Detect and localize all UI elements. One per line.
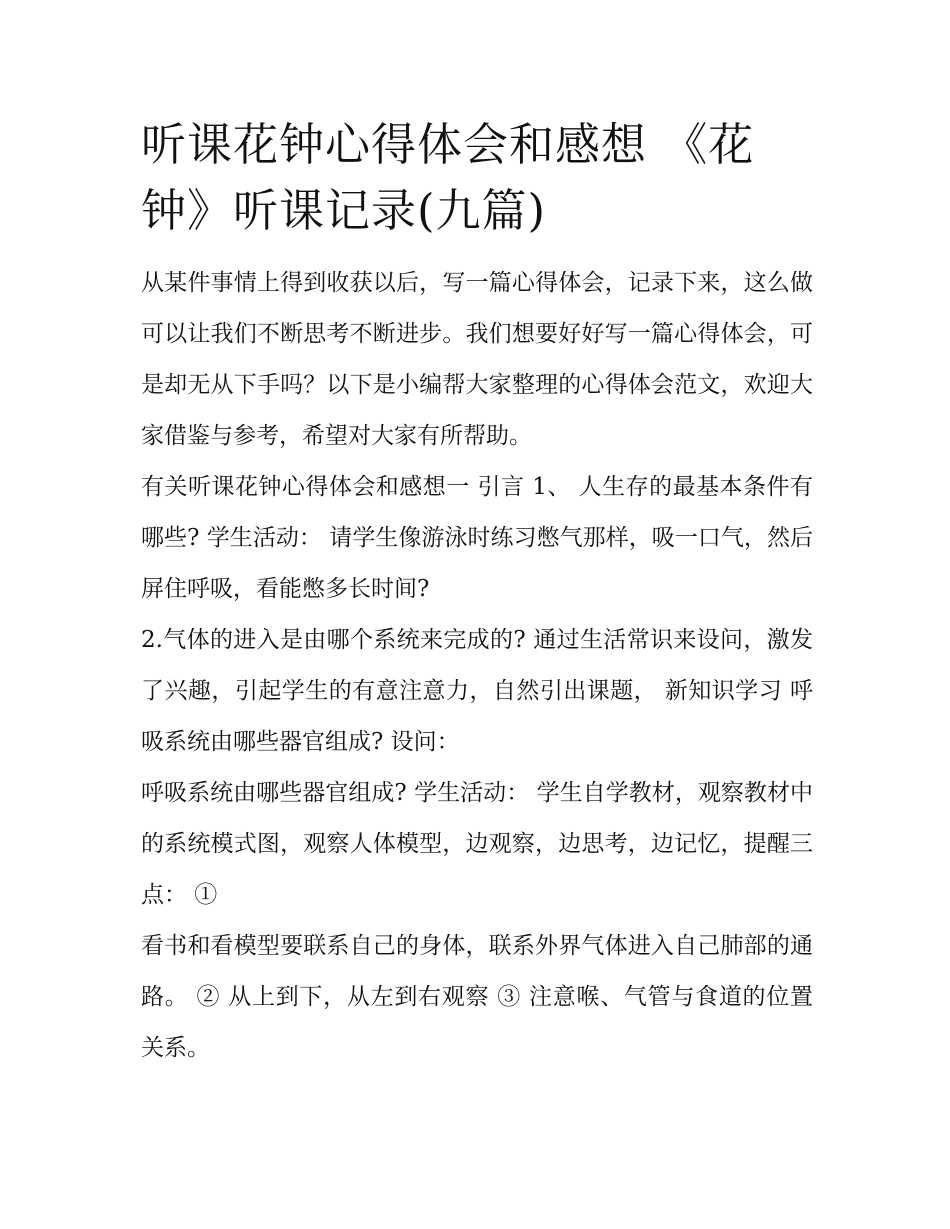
paragraph-2: 2.气体的进入是由哪个系统来完成的? 通过生活常识来设问，激发了兴趣，引起学生的有意注意力，自然引出课题， 新知识学习 呼吸系统由哪些器官组成? 设问： — [141, 627, 813, 755]
paragraph-intro: 从某件事情上得到收获以后，写一篇心得体会，记录下来，这么做可以让我们不断思考不断进步。我们想要好好写一篇心得体会，可是却无从下手吗？以下是小编帮大家整理的心得体会范文，欢迎大家借鉴与参考，希望对大家有所帮助。 — [141, 270, 813, 449]
document-page — [141, 112, 813, 1074]
paragraph-3: 呼吸系统由哪些器官组成? 学生活动： 学生自学教材，观察教材中的系统模式图，观察人体模型，边观察，边思考，边记忆，提醒三点： ① — [141, 780, 813, 908]
paragraph-1: 有关听课花钟心得体会和感想一 引言 1、 人生存的最基本条件有哪些? 学生活动： 请学生像游泳时练习憋气那样，吸一口气，然后屏住呼吸，看能憋多长时间? — [141, 474, 813, 602]
document-title: 听课花钟心得体会和感想 《花钟》听课记录(九篇) — [141, 118, 755, 237]
paragraph-4: 看书和看模型要联系自己的身体，联系外界气体进入自己肺部的通路。 ② 从上到下，从左到右观察 ③ 注意喉、气管与食道的位置关系。 — [141, 933, 813, 1061]
